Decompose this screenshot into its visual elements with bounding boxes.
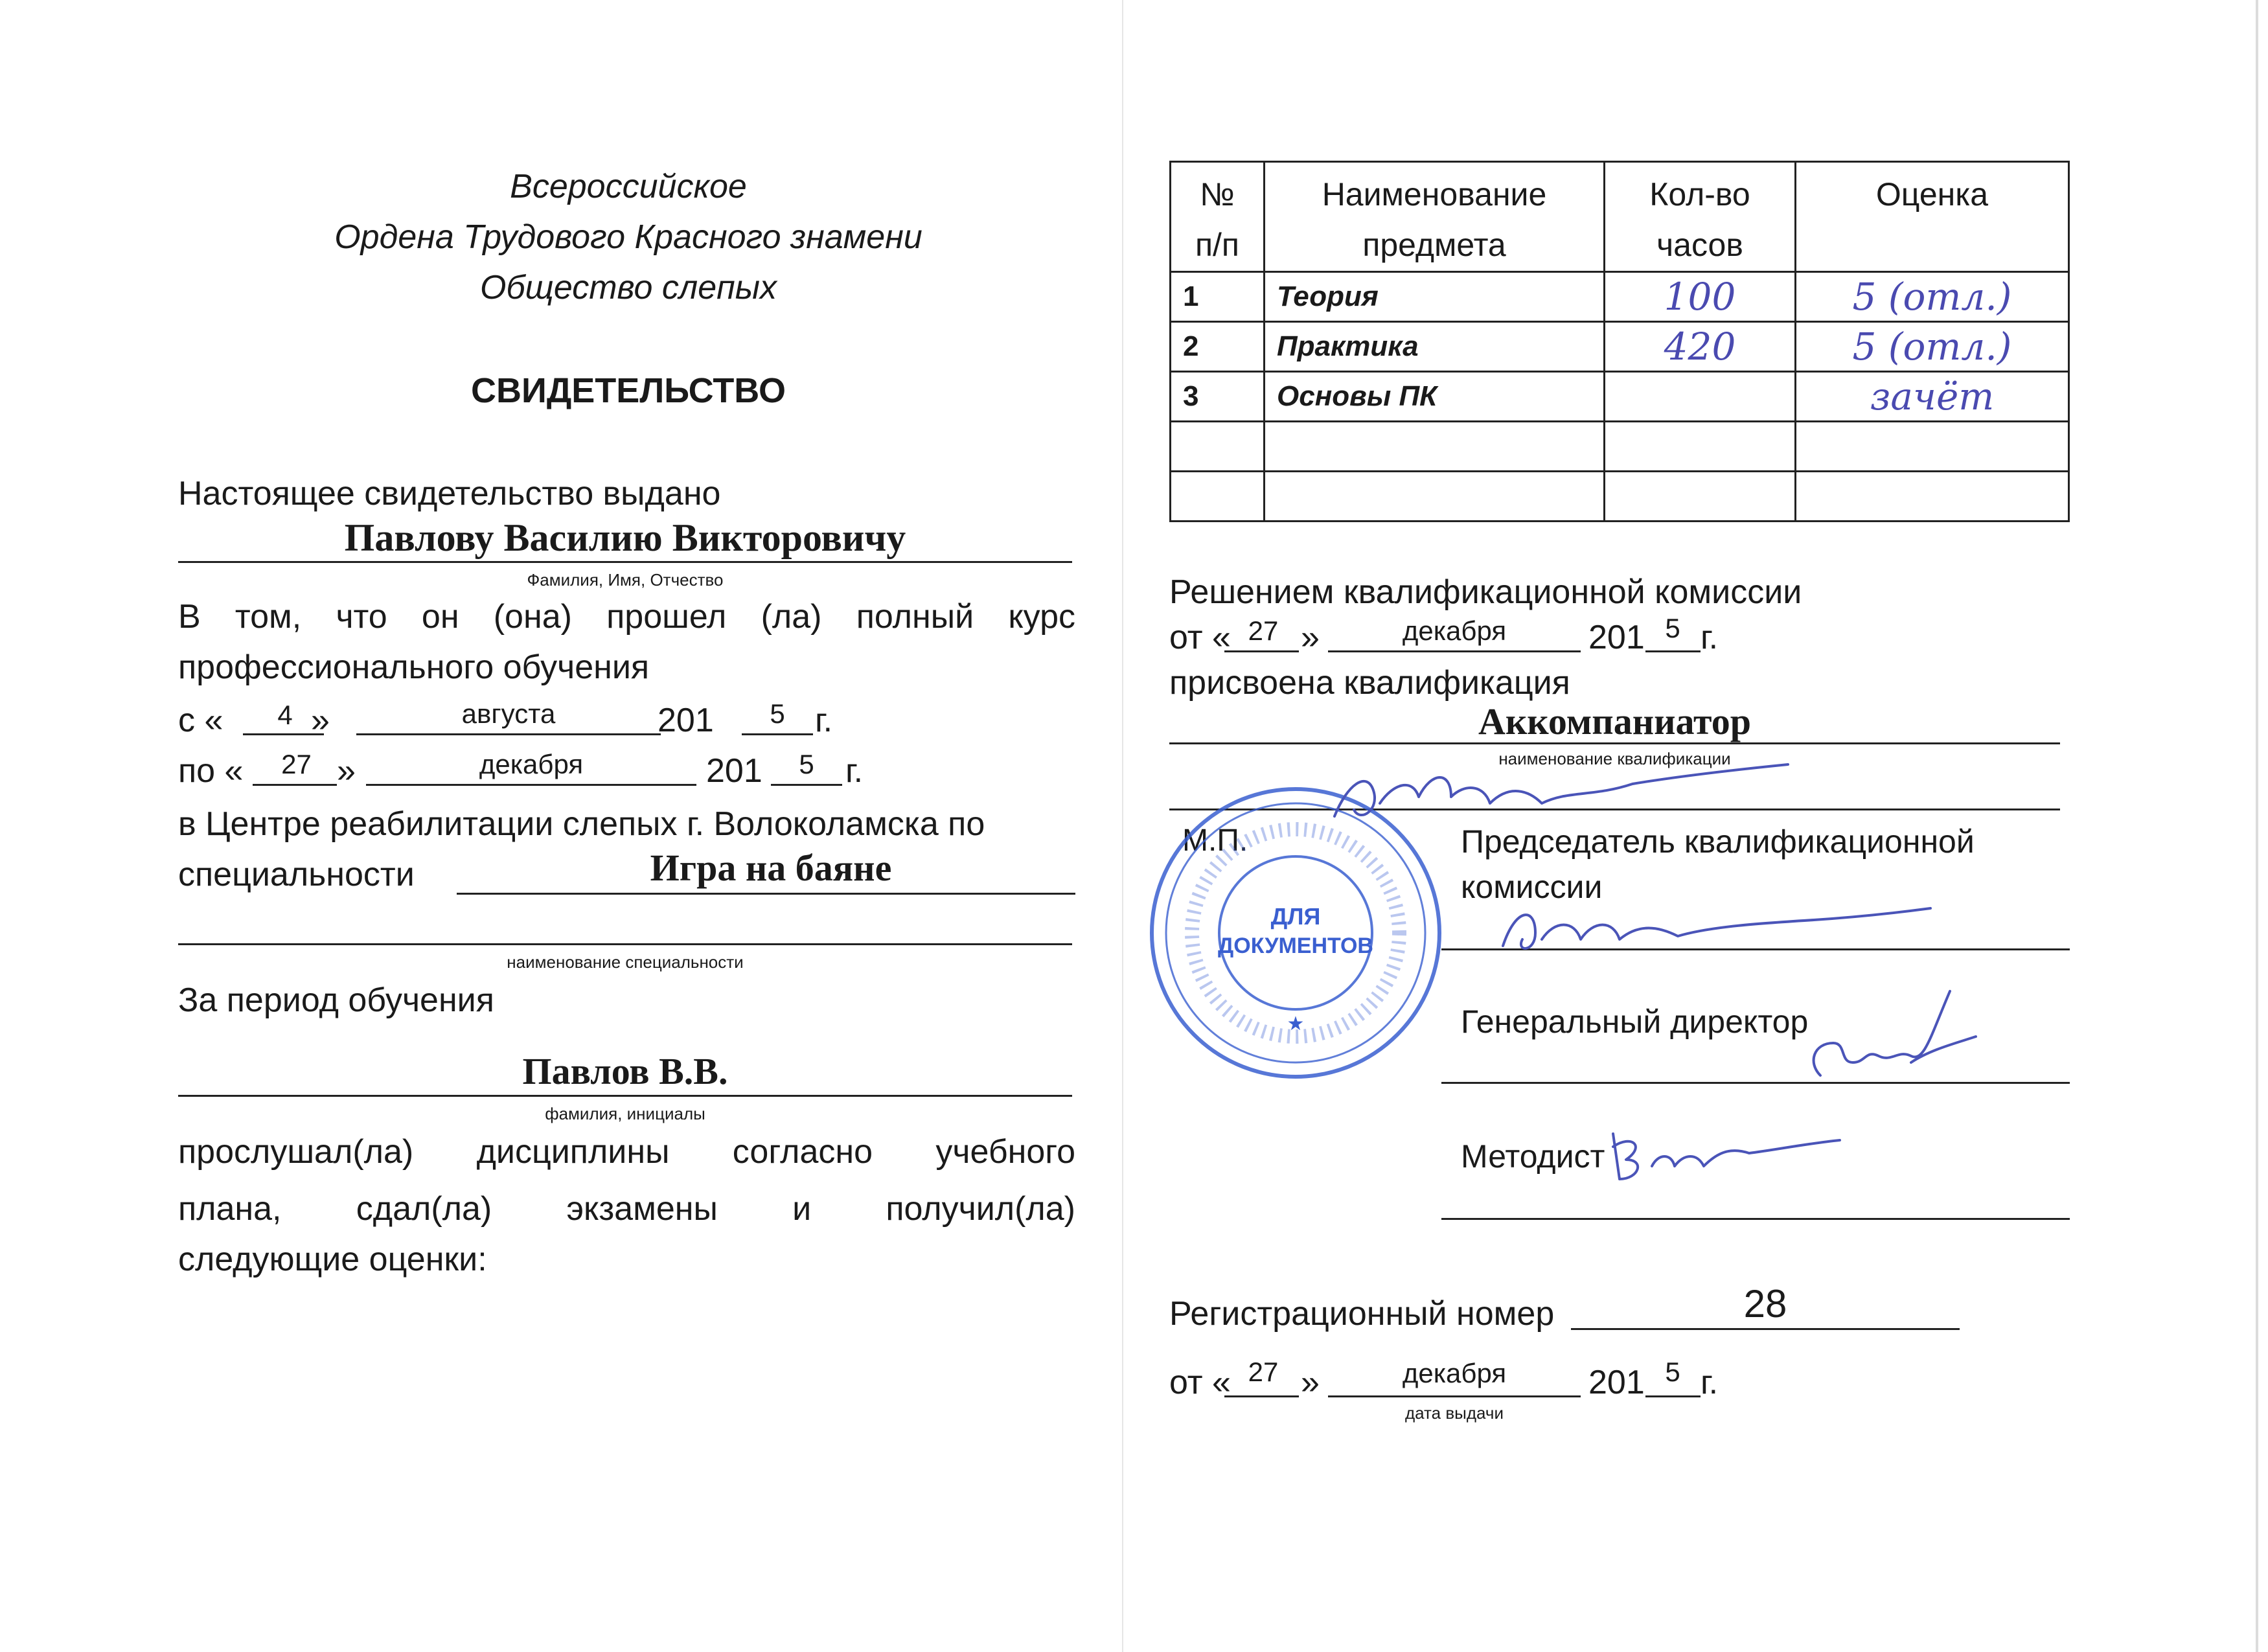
org-line-2: Ордена Трудового Красного знамени [334, 218, 922, 256]
final-line-2: плана, сдал(ла) экзамены и получил(ла) [178, 1190, 1075, 1228]
row-num: 3 [1171, 372, 1265, 422]
short-caption: фамилия, инициалы [545, 1104, 705, 1123]
row-num: 2 [1171, 322, 1265, 372]
decision-quote-close: » [1301, 619, 1320, 656]
reg-label: Регистрационный номер [1169, 1295, 1555, 1333]
issue-day-line [1224, 1395, 1299, 1397]
decision-label: Решением квалификационной комиссии [1169, 573, 1802, 611]
decision-year-digit: 5 [1665, 613, 1680, 643]
from-month: августа [461, 698, 556, 729]
specialty-underline-2 [178, 943, 1072, 945]
final-line-1: прослушал(ла) дисциплины согласно учебного [178, 1133, 1075, 1171]
specialty-caption: наименование специальности [507, 952, 744, 972]
issue-day: 27 [1248, 1357, 1279, 1387]
table-row [1171, 322, 2069, 372]
row-grade: 5 (отл.) [1796, 272, 2069, 322]
issue-month-line [1328, 1395, 1581, 1397]
page-edge [2256, 0, 2258, 1652]
row-hours [1605, 422, 1796, 472]
page-fold [1122, 0, 1123, 1652]
table-row [1171, 372, 2069, 422]
document-title: СВИДЕТЕЛЬСТВО [471, 371, 786, 410]
to-day: 27 [281, 749, 312, 779]
to-month-line [366, 784, 696, 786]
header-subject: Наименование предмета [1265, 162, 1605, 272]
director-signature [1801, 972, 1982, 1101]
decision-year-suffix: г. [1701, 619, 1719, 656]
issue-year-prefix: 201 [1588, 1364, 1645, 1401]
recipient-name: Павлову Василию Викторовичу [344, 516, 906, 559]
fio-caption: Фамилия, Имя, Отчество [527, 570, 724, 590]
row-grade: 5 (отл.) [1796, 322, 2069, 372]
chairman-signature-2 [1490, 894, 1943, 965]
row-num [1171, 422, 1265, 472]
decision-year-line [1645, 650, 1701, 652]
row-hours: 100 [1605, 272, 1796, 322]
director-label: Генеральный директор [1461, 1004, 1809, 1040]
from-year-digit: 5 [770, 698, 785, 729]
row-num [1171, 472, 1265, 522]
issue-year-digit: 5 [1665, 1357, 1680, 1387]
row-hours: 420 [1605, 322, 1796, 372]
issue-month: декабря [1402, 1358, 1507, 1388]
reg-number-line [1571, 1328, 1960, 1330]
methodist-signature-line [1441, 1218, 2070, 1220]
row-grade [1796, 472, 2069, 522]
chairman-signature [1322, 745, 1801, 842]
header-hours: Кол-во часов [1605, 162, 1796, 272]
decision-month-line [1328, 650, 1581, 652]
chairman-label-1: Председатель квалификационной [1461, 823, 1975, 860]
course-line-2: профессионального обучения [178, 648, 650, 686]
recipient-underline [178, 561, 1072, 563]
issue-year-line [1645, 1395, 1701, 1397]
decision-day: 27 [1248, 615, 1279, 646]
row-hours [1605, 372, 1796, 422]
decision-date-prefix: от « [1169, 619, 1231, 656]
grades-table [1169, 161, 2070, 522]
issue-year-suffix: г. [1701, 1364, 1719, 1401]
specialty-label: специальности [178, 856, 415, 893]
to-year-digit: 5 [799, 749, 814, 779]
reg-number: 28 [1743, 1282, 1787, 1325]
table-header-row [1171, 162, 2069, 272]
from-year-line [742, 733, 813, 735]
row-subject: Теория [1265, 272, 1605, 322]
qual-caption: наименование квалификации [1498, 749, 1731, 768]
period-label: За период обучения [178, 981, 494, 1019]
specialty-value: Игра на баяне [650, 847, 892, 889]
table-row [1171, 422, 2069, 472]
row-grade [1796, 422, 2069, 472]
issue-caption: дата выдачи [1405, 1403, 1504, 1423]
row-subject [1265, 422, 1605, 472]
row-num: 1 [1171, 272, 1265, 322]
to-year-prefix: 201 [706, 752, 762, 790]
methodist-label: Методист [1461, 1138, 1605, 1175]
svg-text:★: ★ [1287, 1013, 1305, 1035]
table-row [1171, 472, 2069, 522]
final-line-3: следующие оценки: [178, 1241, 487, 1278]
specialty-underline [457, 893, 1075, 895]
course-line-1: В том, что он (она) прошел (ла) полный курс [178, 598, 1075, 636]
from-year-prefix: 201 [658, 702, 714, 739]
row-subject: Практика [1265, 322, 1605, 372]
qualification-underline [1169, 742, 2060, 744]
stamp-center-line-2: ДОКУМЕНТОВ [1218, 934, 1373, 958]
decision-year-prefix: 201 [1588, 619, 1645, 656]
to-month: декабря [479, 749, 584, 779]
from-day: 4 [277, 700, 293, 730]
decision-day-line [1224, 650, 1299, 652]
row-grade: зачёт [1796, 372, 2069, 422]
from-year-suffix: г. [815, 702, 833, 739]
chairman-label-2: комиссии [1461, 869, 1603, 905]
row-hours [1605, 472, 1796, 522]
to-quote-close: » [337, 752, 356, 790]
to-day-line [253, 784, 337, 786]
methodist-signature [1600, 1121, 1846, 1192]
mp-label: М.П. [1182, 823, 1248, 858]
header-grade: Оценка [1796, 162, 2069, 272]
to-prefix: по « [178, 752, 244, 790]
row-subject: Основы ПК [1265, 372, 1605, 422]
org-line-1: Всероссийское [510, 168, 747, 205]
header-num: № п/п [1171, 162, 1265, 272]
center-line: в Центре реабилитации слепых г. Волоколамска по [178, 805, 985, 843]
assigned-label: присвоена квалификация [1169, 664, 1570, 702]
to-year-line [771, 784, 842, 786]
from-prefix: с « [178, 702, 223, 739]
from-month-line [356, 733, 661, 735]
student-short-underline [178, 1095, 1072, 1097]
qualification-value: Аккомпаниатор [1478, 700, 1752, 742]
from-quote-close: » [311, 702, 330, 739]
org-line-3: Общество слепых [479, 269, 777, 306]
issue-quote-close: » [1301, 1364, 1320, 1401]
decision-month: декабря [1402, 615, 1507, 646]
row-subject [1265, 472, 1605, 522]
issued-to-label: Настоящее свидетельство выдано [178, 475, 721, 512]
stamp-center-line-1: ДЛЯ [1270, 903, 1321, 930]
table-row [1171, 272, 2069, 322]
issue-date-prefix: от « [1169, 1364, 1231, 1401]
to-year-suffix: г. [845, 752, 864, 790]
student-short-name: Павлов В.В. [522, 1050, 728, 1092]
